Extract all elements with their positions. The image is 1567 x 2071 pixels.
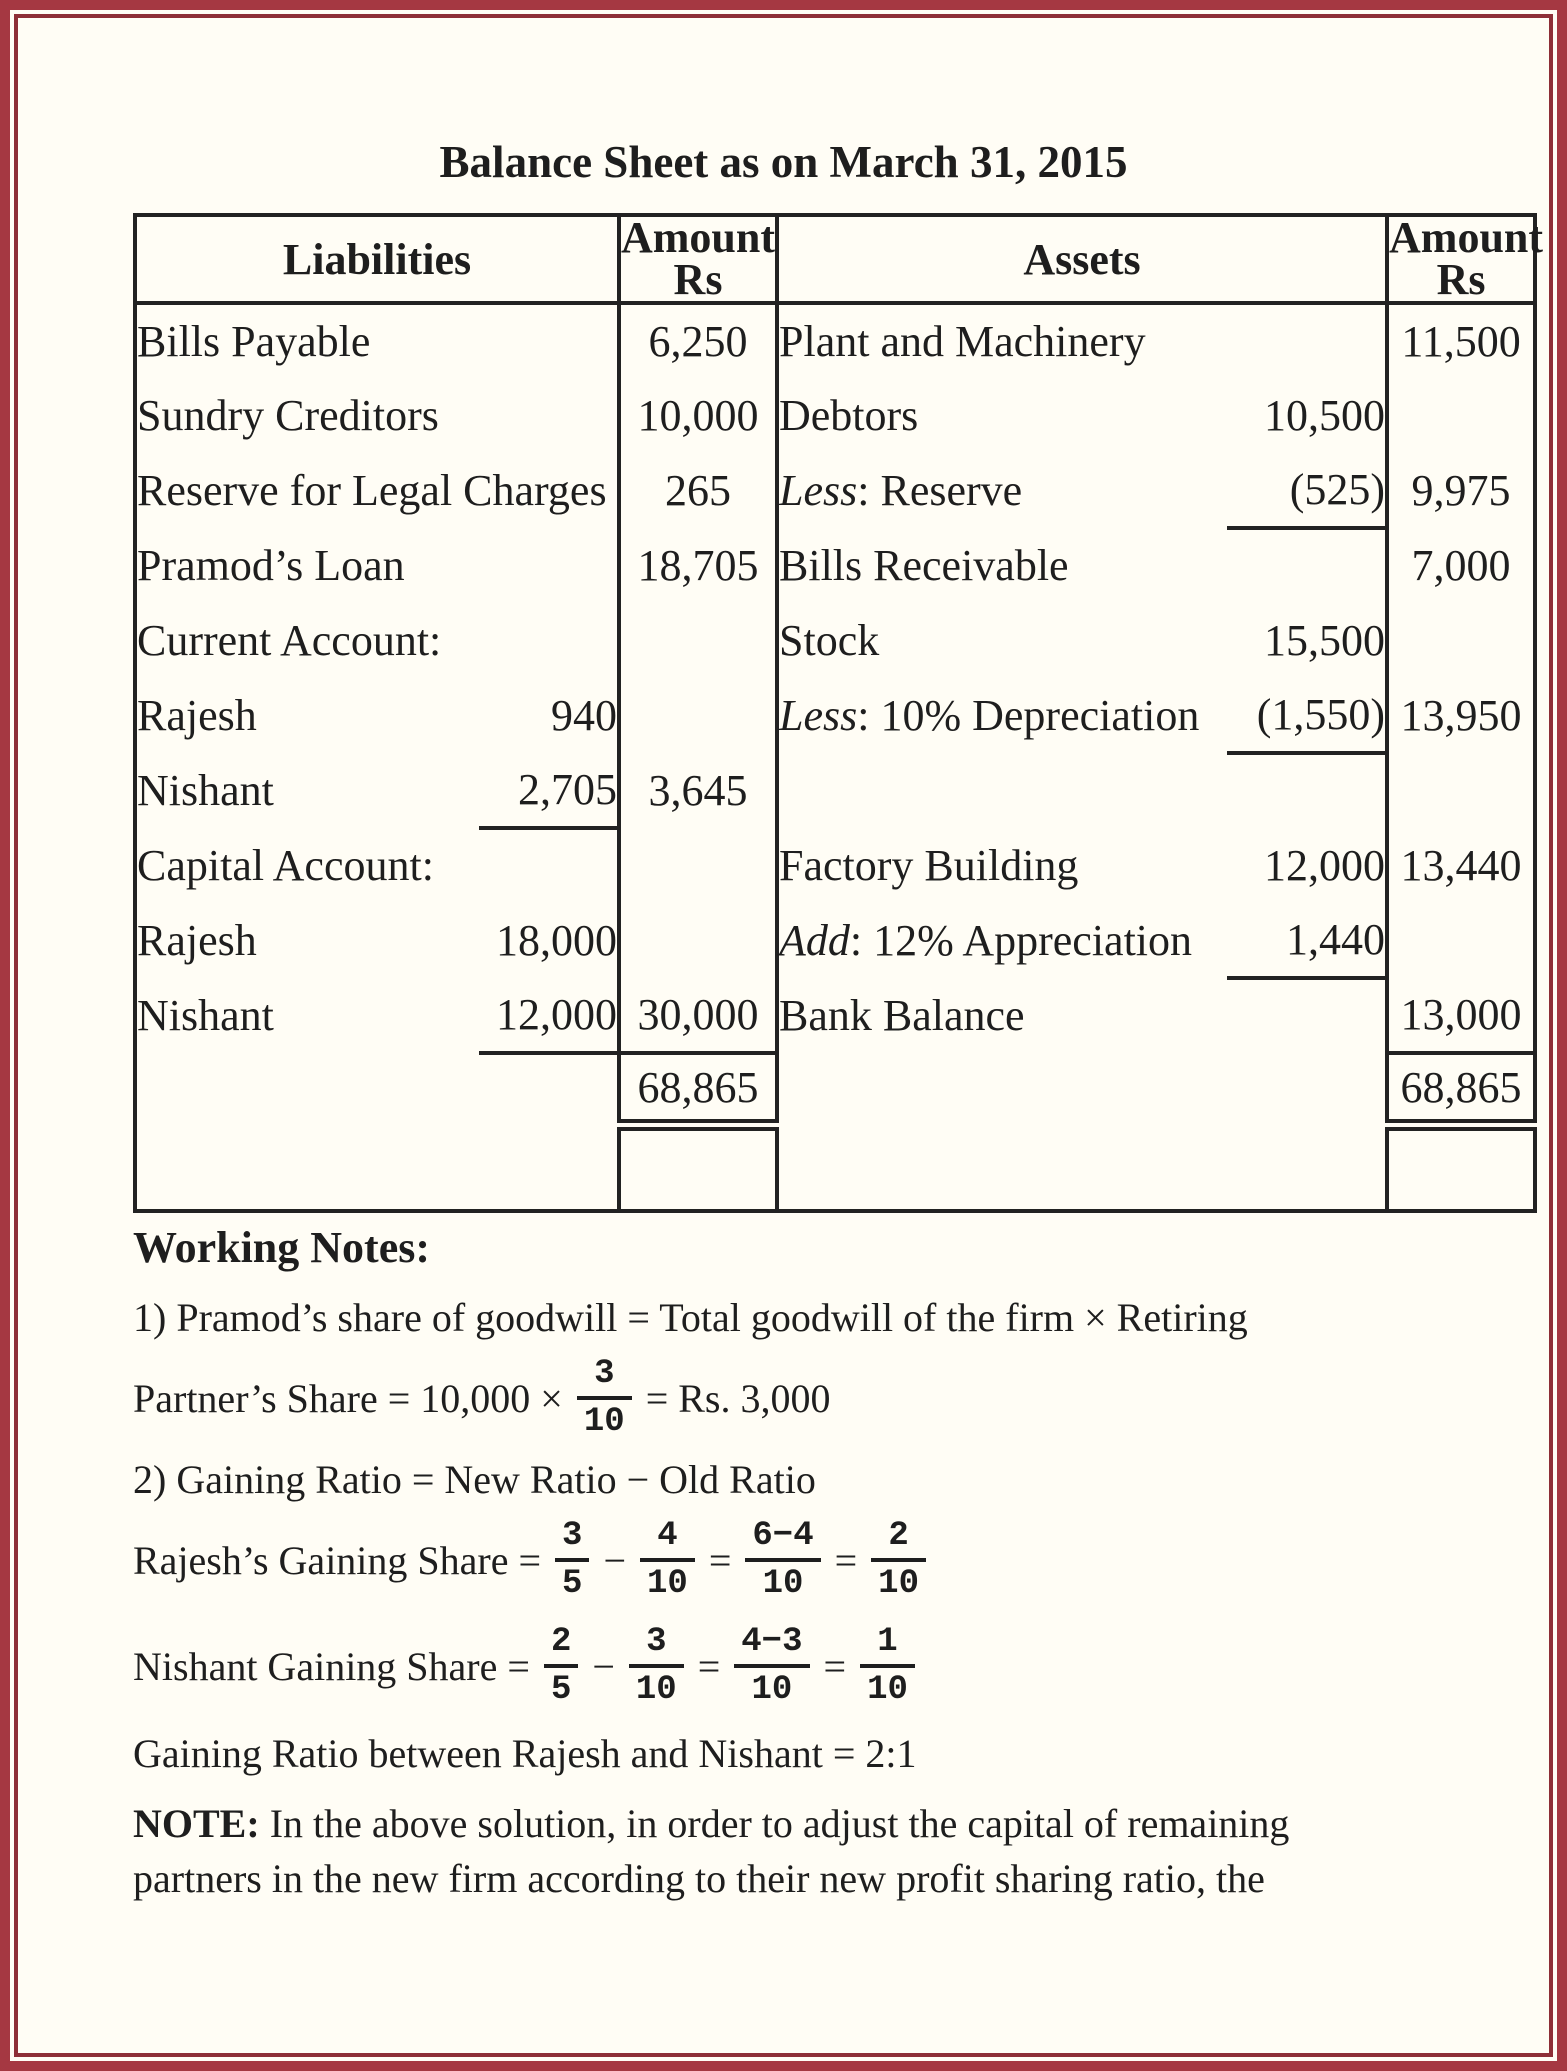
asset-amount-cell: 13,950 bbox=[1387, 678, 1535, 753]
liability-subamount-cell: 940 bbox=[551, 691, 617, 740]
liability-amount-cell bbox=[619, 828, 777, 903]
liability-label-cell bbox=[135, 1053, 479, 1125]
working-notes-section bbox=[133, 1222, 1478, 1906]
table-row bbox=[135, 378, 1535, 453]
minus-operator: − bbox=[603, 1537, 627, 1583]
asset-label-cell: Less: Reserve bbox=[779, 466, 1023, 515]
header-amount-right bbox=[1387, 213, 1544, 304]
working-notes-heading: Working Notes: bbox=[133, 1223, 430, 1272]
asset-subamount-cell: (1,550) bbox=[1227, 678, 1387, 753]
note-paragraph bbox=[133, 1796, 1478, 1906]
asset-subamount-cell: 10,500 bbox=[1264, 391, 1386, 440]
rajesh-equation-prefix: Rajesh’s Gaining Share = bbox=[133, 1537, 542, 1583]
table-row bbox=[135, 678, 1535, 753]
liability-amount-cell: 3,645 bbox=[619, 753, 777, 828]
asset-subamount-cell bbox=[1227, 528, 1387, 603]
table-empty-row bbox=[135, 1125, 1535, 1211]
note-paragraph-line-2: partners in the new firm according to their new profit sharing ratio, the bbox=[133, 1856, 1265, 1901]
table-total-row bbox=[135, 1053, 1535, 1125]
asset-label-cell bbox=[777, 1053, 1227, 1125]
note-paragraph-line-1 bbox=[133, 1796, 1478, 1851]
asset-label-cell bbox=[777, 753, 1227, 828]
gaining-ratio-result: Gaining Ratio between Rajesh and Nishant = 2:1 bbox=[133, 1731, 917, 1776]
liability-amount-cell: 10,000 bbox=[619, 378, 777, 453]
liability-amount-cell bbox=[619, 678, 777, 753]
fraction-3-5: $\frac{3}{5}$ bbox=[555, 1519, 589, 1601]
asset-amount-cell bbox=[1387, 603, 1535, 678]
liability-label-cell: Pramod’s Loan bbox=[137, 541, 405, 590]
note-bold-prefix: NOTE: bbox=[133, 1801, 260, 1846]
asset-subamount-cell bbox=[1227, 1125, 1387, 1211]
nishant-gaining-share-equation bbox=[133, 1620, 1478, 1712]
asset-amount-cell bbox=[1387, 378, 1535, 453]
table-row bbox=[135, 603, 1535, 678]
table-header-row bbox=[135, 215, 1535, 303]
fraction-6-minus-4-10: $\frac{6-4}{10}$ bbox=[745, 1519, 820, 1601]
asset-label-cell: Bills Receivable bbox=[779, 541, 1069, 590]
asset-subamount-cell bbox=[1227, 1053, 1387, 1125]
table-row bbox=[135, 978, 1535, 1053]
liability-amount-cell bbox=[619, 1125, 777, 1211]
liability-amount-cell: 18,705 bbox=[619, 528, 777, 603]
liability-label-cell: Sundry Creditors bbox=[137, 391, 439, 440]
asset-amount-cell: 13,440 bbox=[1387, 828, 1535, 903]
header-amount-left bbox=[619, 215, 777, 303]
header-assets: Assets bbox=[777, 215, 1387, 303]
balance-sheet-table bbox=[133, 213, 1544, 1213]
fraction-3-10: $\frac{3}{10}$ bbox=[629, 1625, 684, 1707]
liability-amount-cell bbox=[619, 603, 777, 678]
liability-subamount-cell: 12,000 bbox=[479, 978, 619, 1053]
equals-operator: = bbox=[823, 1643, 847, 1689]
fraction-3-10: $\frac{3}{10}$ bbox=[577, 1357, 632, 1439]
asset-label-cell: Debtors bbox=[779, 391, 919, 440]
note-1-equation-suffix: = Rs. 3,000 bbox=[645, 1375, 831, 1421]
asset-label-cell: Factory Building bbox=[779, 841, 1079, 890]
liability-subamount-cell: 2,705 bbox=[479, 753, 619, 828]
minus-operator: − bbox=[592, 1643, 615, 1689]
asset-subamount-cell bbox=[1227, 753, 1387, 828]
liability-label-cell: Current Account: bbox=[137, 616, 442, 665]
asset-amount-cell bbox=[1387, 753, 1535, 828]
liability-label-cell: Nishant bbox=[137, 991, 274, 1040]
liability-amount-cell: 6,250 bbox=[619, 303, 777, 378]
header-amount-left-line1: Amount bbox=[621, 213, 776, 262]
asset-label-cell: Less: 10% Depreciation bbox=[779, 691, 1200, 740]
asset-amount-cell: 9,975 bbox=[1387, 453, 1535, 528]
asset-amount-cell bbox=[1387, 1125, 1535, 1211]
liability-label-cell: Rajesh bbox=[137, 691, 257, 740]
header-liabilities: Liabilities bbox=[135, 215, 619, 303]
liability-subamount-cell: 18,000 bbox=[496, 916, 617, 965]
liability-subamount-cell bbox=[479, 303, 619, 378]
asset-subamount-cell: 12,000 bbox=[1264, 841, 1386, 890]
asset-label-cell: Add: 12% Appreciation bbox=[779, 916, 1193, 965]
asset-subamount-cell bbox=[1227, 978, 1387, 1053]
liability-label-cell: Rajesh bbox=[137, 916, 257, 965]
liability-amount-cell: 265 bbox=[619, 453, 777, 528]
fraction-4-minus-3-10: $\frac{4-3}{10}$ bbox=[734, 1625, 809, 1707]
liability-label-cell: Capital Account: bbox=[137, 841, 434, 890]
asset-label-cell: Bank Balance bbox=[779, 991, 1025, 1040]
note-1-equation bbox=[133, 1352, 1478, 1444]
liability-label-cell: Reserve for Legal Charges bbox=[137, 466, 607, 515]
liability-subamount-cell bbox=[479, 603, 619, 678]
equals-operator: = bbox=[697, 1643, 721, 1689]
asset-label-cell bbox=[777, 1125, 1227, 1211]
fraction-2-10: $\frac{2}{10}$ bbox=[871, 1519, 926, 1601]
liability-subamount-cell bbox=[479, 528, 619, 603]
fraction-1-10: $\frac{1}{10}$ bbox=[860, 1625, 915, 1707]
table-row bbox=[135, 303, 1535, 378]
liability-label-cell: Bills Payable bbox=[137, 317, 371, 366]
fraction-4-10: $\frac{4}{10}$ bbox=[640, 1519, 695, 1601]
asset-amount-cell: 11,500 bbox=[1387, 303, 1535, 378]
asset-label-cell: Stock bbox=[779, 616, 880, 665]
table-row bbox=[135, 903, 1535, 978]
table-row bbox=[135, 528, 1535, 603]
asset-total-cell: 68,865 bbox=[1387, 1053, 1535, 1125]
asset-label-cell: Plant and Machinery bbox=[779, 317, 1146, 366]
liability-amount-cell bbox=[619, 903, 777, 978]
equals-operator: = bbox=[834, 1537, 858, 1583]
header-amount-right-line1: Amount bbox=[1389, 213, 1544, 262]
asset-amount-cell: 13,000 bbox=[1387, 978, 1535, 1053]
liability-total-cell: 68,865 bbox=[619, 1053, 777, 1125]
nishant-equation-prefix: Nishant Gaining Share = bbox=[133, 1643, 530, 1689]
liability-amount-cell: 30,000 bbox=[619, 978, 777, 1053]
table-row bbox=[135, 828, 1535, 903]
fraction-2-5: $\frac{2}{5}$ bbox=[544, 1625, 578, 1707]
asset-subamount-cell: (525) bbox=[1227, 453, 1387, 528]
header-amount-right-line2: Rs bbox=[1436, 255, 1486, 304]
page-title: Balance Sheet as on March 31, 2015 bbox=[439, 137, 1128, 187]
equals-operator: = bbox=[708, 1537, 732, 1583]
header-amount-left-line2: Rs bbox=[673, 255, 723, 304]
asset-amount-cell: 7,000 bbox=[1387, 528, 1535, 603]
liability-subamount-cell bbox=[479, 828, 619, 903]
asset-subamount-cell: 1,440 bbox=[1227, 903, 1387, 978]
liability-subamount-cell bbox=[479, 1125, 619, 1211]
liability-subamount-cell bbox=[479, 1053, 619, 1125]
note-1-equation-prefix: Partner’s Share = 10,000 × bbox=[133, 1375, 563, 1421]
asset-subamount-cell bbox=[1227, 303, 1387, 378]
asset-amount-cell bbox=[1387, 903, 1535, 978]
liability-label-cell bbox=[135, 1125, 479, 1211]
table-row bbox=[135, 753, 1535, 828]
rajesh-gaining-share-equation bbox=[133, 1514, 1478, 1606]
note-paragraph-text-1: In the above solution, in order to adjust the capital of remaining bbox=[259, 1801, 1290, 1846]
note-2-line-1: 2) Gaining Ratio = New Ratio − Old Ratio bbox=[133, 1457, 816, 1502]
liability-label-cell: Nishant bbox=[137, 766, 274, 815]
asset-subamount-cell: 15,500 bbox=[1264, 616, 1386, 665]
liability-subamount-cell bbox=[479, 378, 619, 453]
table-row bbox=[135, 453, 1535, 528]
note-1-line-1: 1) Pramod’s share of goodwill = Total goodwill of the firm × Retiring bbox=[133, 1295, 1248, 1340]
